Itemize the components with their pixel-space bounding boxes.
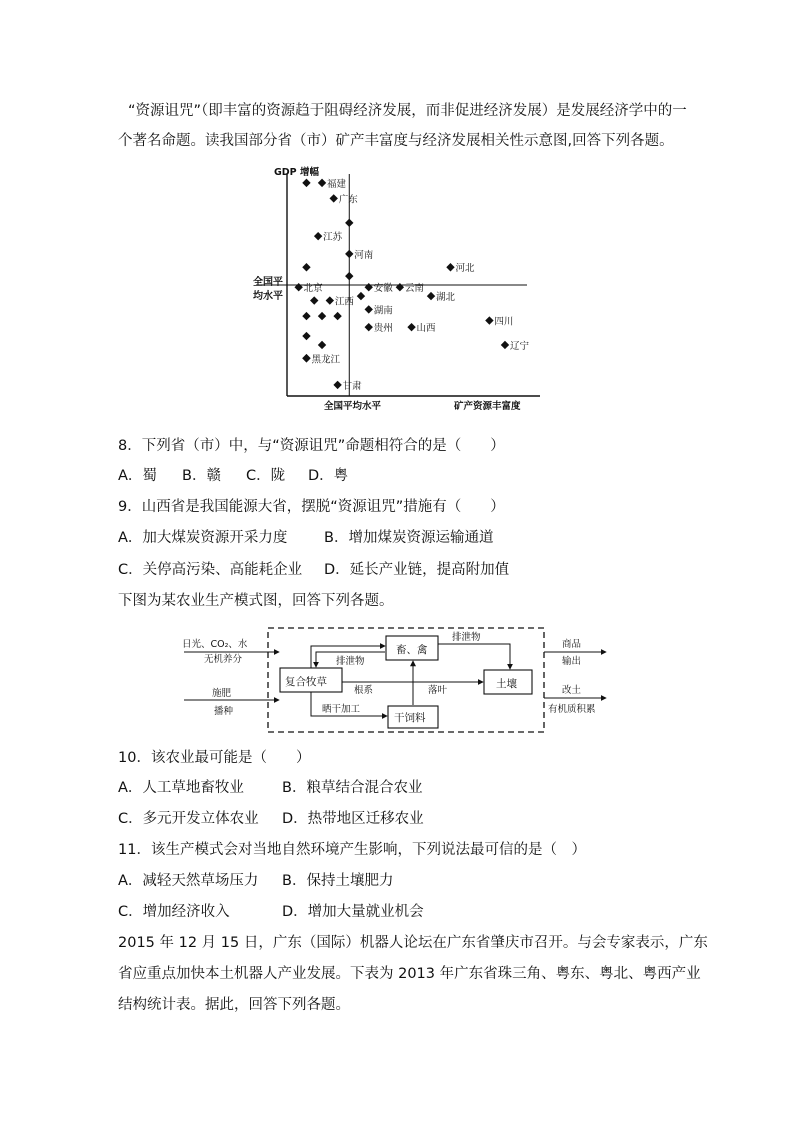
box-siliao (388, 706, 438, 728)
point-label-7: 云南 (404, 283, 424, 295)
scatter-point-labeled-4 (345, 250, 353, 258)
y-ref-label-line2: 均水平 (253, 291, 283, 302)
edge-paixie-1: 排泄物 (336, 656, 365, 667)
q10-option-d: D．热带地区迁移农业 (282, 811, 424, 827)
point-label-3: 江苏 (323, 232, 343, 244)
edge-luoye: 落叶 (428, 685, 448, 696)
box-turang (484, 670, 532, 694)
q8-option-b: B．赣 (182, 468, 221, 484)
q11-stem: 11．该生产模式会对当地自然环境产生影响，下列说法最可信的是（ ） (118, 842, 586, 858)
q10-stem: 10．该农业最可能是（ ） (118, 750, 311, 766)
edge-paixie-2: 排泄物 (452, 632, 481, 643)
q10-option-c: C．多元开发立体农业 (118, 811, 259, 827)
intro-line-2: 个著名命题。读我国部分省（市）矿产丰富度与经济发展相关性示意图,回答下列各题。 (118, 133, 674, 149)
agriculture-flow-diagram (176, 622, 616, 740)
scatter-point-labeled-16 (302, 354, 310, 362)
output2-line2: 有机质积累 (548, 704, 596, 715)
edge-xuqin-to-turang (438, 644, 510, 669)
scatter-point-11 (318, 341, 326, 349)
q8-option-d: D．粤 (308, 468, 349, 484)
scatter-point-labeled-12 (407, 323, 415, 331)
scatter-point-labeled-15 (501, 341, 509, 349)
y-axis-title: GDP 增幅 (274, 167, 319, 178)
q11-option-d: D．增加大量就业机会 (282, 904, 424, 920)
q9-option-d: D．延长产业链，提高附加值 (324, 562, 510, 578)
input1-line1: 日光、CO₂、水 (182, 639, 248, 650)
q11-option-b: B．保持土壤肥力 (282, 873, 394, 889)
scatter-point-labeled-9 (326, 296, 334, 304)
scatter-point-4 (345, 272, 353, 280)
edge-genxi: 根系 (354, 685, 374, 696)
q10-option-b: B．粮草结合混合农业 (282, 780, 423, 796)
intro2: 下图为某农业生产模式图，回答下列各题。 (118, 593, 394, 609)
scatter-point-3 (302, 263, 310, 271)
point-label-17: 甘肃 (342, 380, 362, 392)
output1-line2: 输出 (562, 656, 582, 667)
scatter-chart (240, 162, 560, 422)
q9-option-c: C．关停高污染、高能耗企业 (118, 562, 303, 578)
scatter-point-labeled-17 (333, 381, 341, 389)
x-ref-label: 全国平均水平 (324, 401, 382, 412)
q9-stem: 9．山西省是我国能源大省，摆脱“资源诅咒”措施有（ ） (118, 499, 505, 515)
point-label-10: 湖北 (436, 292, 456, 304)
q9-option-b: B．增加煤炭资源运输通道 (324, 530, 494, 546)
x-axis-title: 矿产资源丰富度 (454, 401, 521, 412)
scatter-point-1 (302, 179, 310, 187)
intro3-line-3: 结构统计表。据此，回答下列各题。 (118, 997, 350, 1013)
box-xuqin-label: 畜、禽 (396, 644, 428, 656)
point-label-11: 湖南 (373, 305, 393, 317)
scatter-point-labeled-10 (427, 292, 435, 300)
scatter-point-6 (310, 296, 318, 304)
point-label-12: 山西 (416, 323, 436, 335)
point-label-9: 江西 (334, 296, 354, 308)
edge-shaigan: 晒干加工 (322, 704, 361, 715)
point-label-4: 河南 (354, 249, 374, 261)
q8-stem: 8．下列省（市）中，与“资源诅咒”命题相符合的是（ ） (118, 438, 505, 454)
point-label-5: 河北 (455, 263, 475, 275)
point-label-6: 安徽 (373, 283, 393, 295)
scatter-point-8 (318, 312, 326, 320)
scatter-point-10 (302, 332, 310, 340)
scatter-point-labeled-7 (396, 283, 404, 291)
input2-line1: 施肥 (212, 688, 232, 699)
y-ref-label-line1: 全国平 (253, 277, 283, 288)
scatter-point-labeled-2 (330, 194, 338, 202)
point-label-1: 福建 (327, 178, 347, 190)
box-xuqin (386, 636, 438, 660)
input2-line2: 播种 (214, 706, 234, 717)
input1-line2: 无机养分 (204, 654, 243, 665)
point-label-15: 辽宁 (509, 340, 529, 352)
intro3-line-2: 省应重点加快本土机器人产业发展。下表为 2013 年广东省珠三角、粤东、粤北、粤西产业 (118, 966, 701, 982)
box-fuhe-label: 复合牧草 (285, 676, 327, 688)
box-siliao-label: 干饲料 (394, 712, 426, 724)
point-label-8: 北京 (303, 283, 323, 295)
point-label-14: 四川 (494, 316, 514, 328)
scatter-point-2 (345, 219, 353, 227)
intro-line-1: “资源诅咒”（即丰富的资源趋于阻碍经济发展，而非促进经济发展）是发展经济学中的一 (128, 103, 687, 119)
output1-line1: 商品 (562, 639, 582, 650)
q11-option-a: A．减轻天然草场压力 (118, 873, 259, 889)
scatter-point-labeled-14 (485, 316, 493, 324)
q8-option-c: C．陇 (246, 468, 286, 484)
point-label-13: 贵州 (373, 323, 393, 335)
q11-option-c: C．增加经济收入 (118, 904, 230, 920)
scatter-point-9 (333, 312, 341, 320)
scatter-point-labeled-8 (294, 283, 302, 291)
intro3-line-1: 2015 年 12 月 15 日，广东（国际）机器人论坛在广东省肇庆市召开。与会专家表示，广东 (118, 935, 708, 951)
q8-option-a: A．蜀 (118, 468, 157, 484)
scatter-point-labeled-6 (365, 283, 373, 291)
point-label-2: 广东 (338, 194, 358, 206)
output2-line1: 改土 (562, 685, 582, 696)
scatter-point-7 (302, 312, 310, 320)
scatter-point-labeled-11 (365, 305, 373, 313)
scatter-point-labeled-3 (314, 232, 322, 240)
point-label-16: 黑龙江 (311, 354, 340, 366)
scatter-point-5 (357, 292, 365, 300)
scatter-point-labeled-13 (365, 323, 373, 331)
scatter-point-labeled-1 (318, 179, 326, 187)
q10-option-a: A．人工草地畜牧业 (118, 780, 244, 796)
box-turang-label: 土壤 (496, 678, 517, 690)
q9-option-a: A．加大煤炭资源开采力度 (118, 530, 288, 546)
box-fuhe-mucao (280, 668, 342, 692)
scatter-point-labeled-5 (446, 263, 454, 271)
